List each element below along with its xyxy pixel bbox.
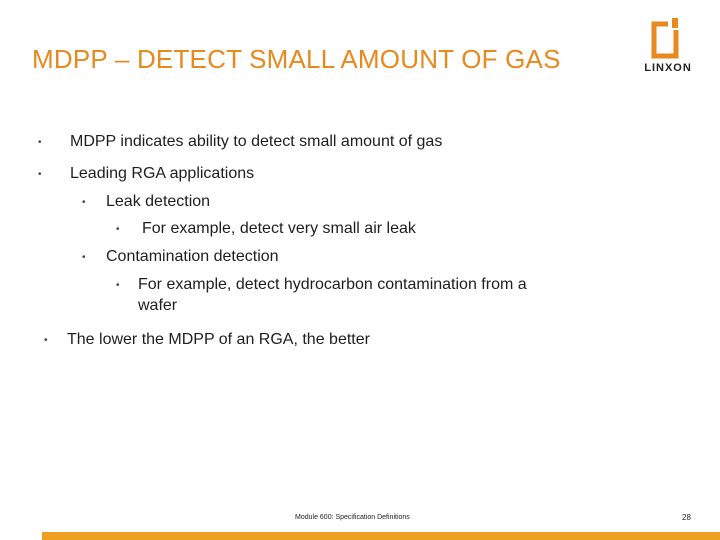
bullet-item: MDPP indicates ability to detect small amount of gas	[70, 133, 443, 150]
bullet-dot: •	[116, 280, 120, 291]
bullet-item: For example, detect hydrocarbon contamination from a	[138, 276, 527, 293]
bullet-dot: •	[38, 169, 42, 180]
bullet-item-continuation: wafer	[138, 297, 178, 314]
slide-title: MDPP – DETECT SMALL AMOUNT OF GAS	[32, 44, 561, 74]
logo-mark-icon	[650, 18, 684, 60]
logo	[636, 18, 700, 76]
bullet-item: Contamination detection	[106, 248, 279, 265]
bullet-item: Leak detection	[106, 193, 211, 210]
bullet-dot: •	[44, 335, 48, 346]
footer-bar	[42, 532, 720, 540]
footer-module-text: Module 600: Specification Definitions	[295, 514, 410, 521]
bullet-dot: •	[116, 224, 120, 235]
logo-text: LINXON	[644, 62, 692, 74]
bullet-dot: •	[82, 197, 86, 208]
page-number: 28	[682, 513, 691, 522]
bullet-dot: •	[82, 252, 86, 263]
bullet-item: For example, detect very small air leak	[142, 220, 416, 237]
bullet-item: Leading RGA applications	[70, 165, 255, 182]
bullet-dot: •	[38, 137, 42, 148]
bullet-item: The lower the MDPP of an RGA, the better	[67, 331, 370, 348]
